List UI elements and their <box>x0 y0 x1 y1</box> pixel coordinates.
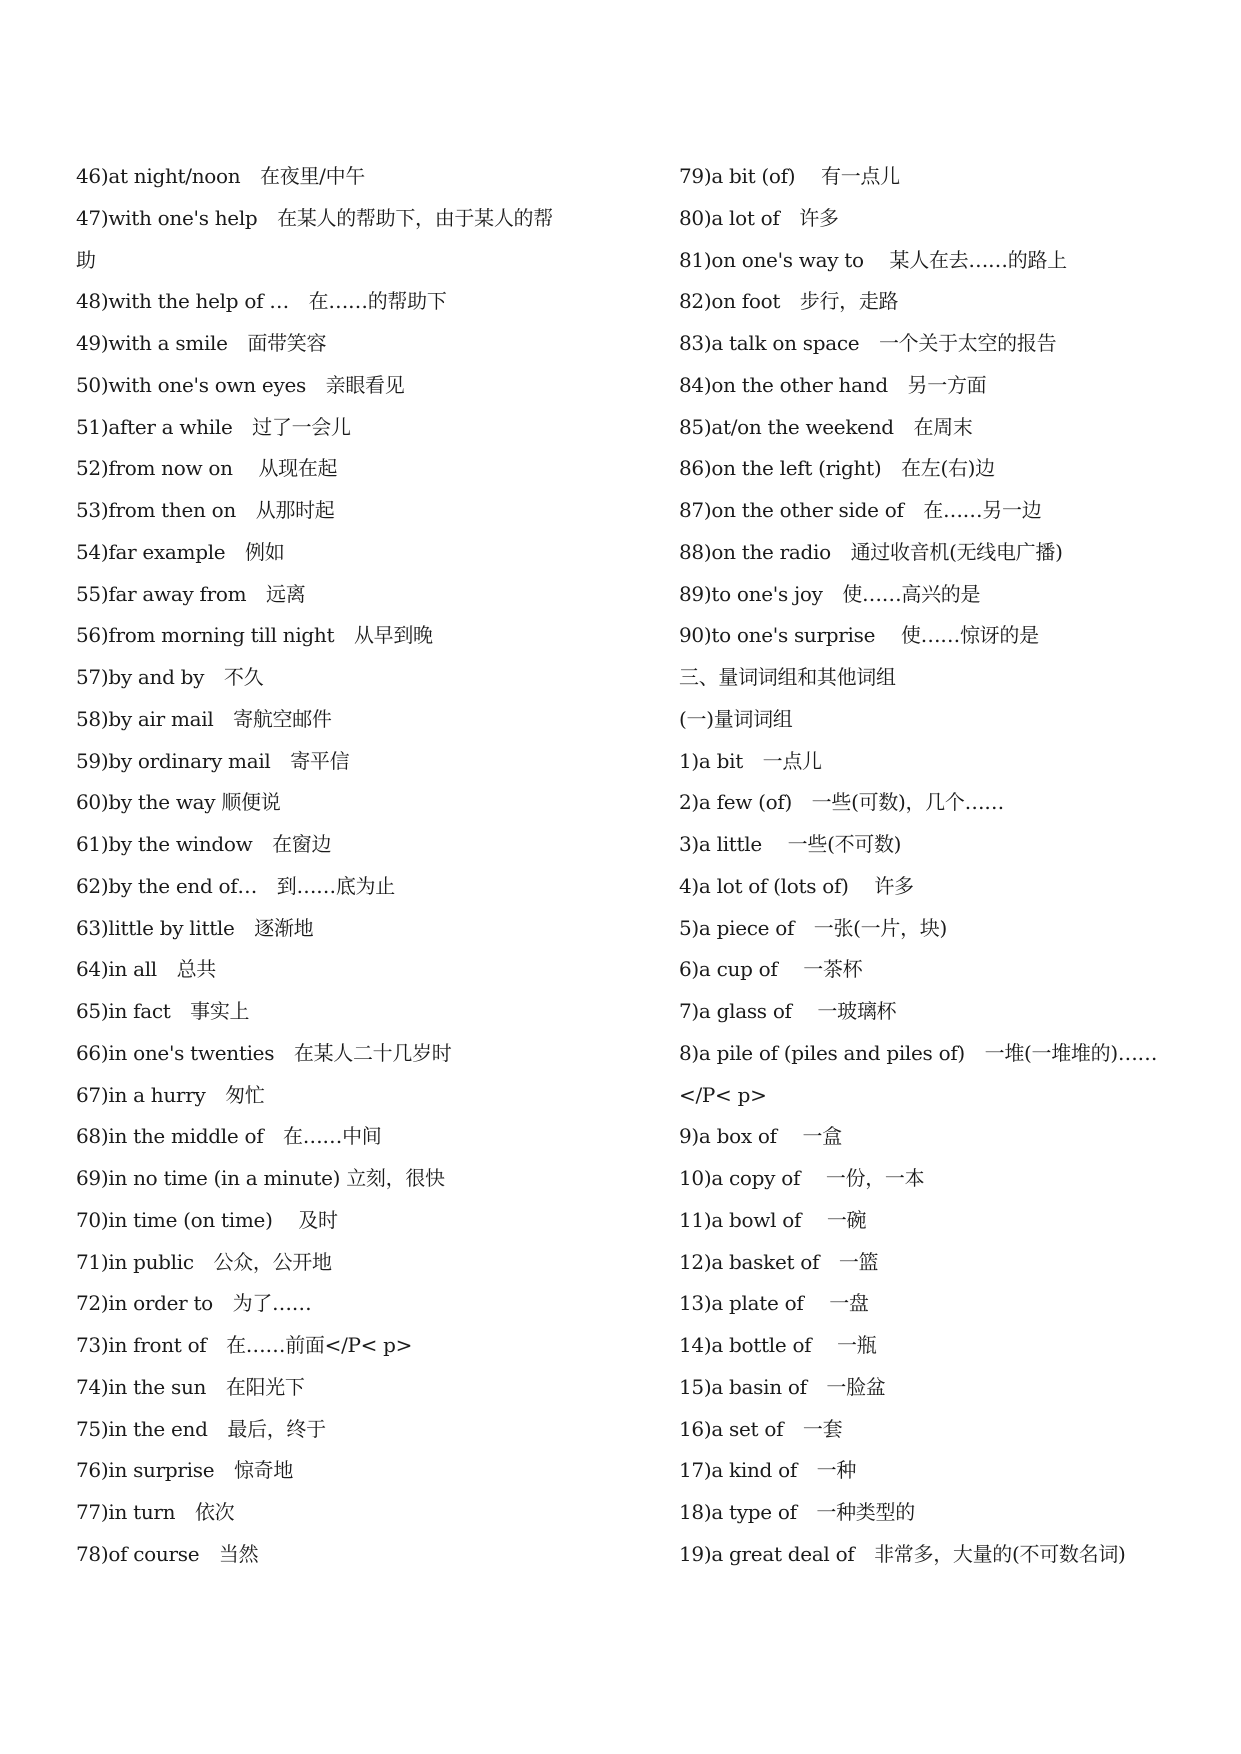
phrase-line: 54)far example 例如 <box>76 539 285 564</box>
phrase-line: 67)in a hurry 匆忙 <box>76 1082 265 1107</box>
phrase-line: 8)a pile of (piles and piles of) 一堆(一堆堆的)…… <box>679 1040 1158 1065</box>
phrase-line: 53)from then on 从那时起 <box>76 498 335 522</box>
right-column <box>679 156 1209 1576</box>
phrase-line: 15)a basin of 一脸盆 <box>679 1374 886 1399</box>
phrase-line: 74)in the sun 在阳光下 <box>76 1374 305 1399</box>
phrase-line: 4)a lot of (lots of) 许多 <box>679 873 914 898</box>
phrase-line: 75)in the end 最后，终于 <box>76 1416 326 1441</box>
phrase-line: 56)from morning till night 从早到晚 <box>76 623 433 648</box>
phrase-line: 84)on the other hand 另一方面 <box>679 372 987 397</box>
phrase-line: 63)little by little 逐渐地 <box>76 915 314 940</box>
phrase-line: 89)to one's joy 使……高兴的是 <box>679 581 981 606</box>
phrase-line: 77)in turn 依次 <box>76 1500 235 1524</box>
phrase-line: 72)in order to 为了…… <box>76 1291 312 1316</box>
phrase-line: 83)a talk on space 一个关于太空的报告 <box>679 331 1057 355</box>
phrase-line-continuation: </P< p> <box>679 1082 767 1107</box>
phrase-line: 79)a bit (of) 有一点儿 <box>679 164 900 188</box>
phrase-line: 68)in the middle of 在……中间 <box>76 1124 382 1149</box>
phrase-line: 5)a piece of 一张(一片，块) <box>679 915 947 940</box>
subsection-heading: (一)量词词组 <box>679 706 793 731</box>
phrase-line: 76)in surprise 惊奇地 <box>76 1458 294 1483</box>
phrase-line: 55)far away from 远离 <box>76 581 306 606</box>
phrase-line: 18)a type of 一种类型的 <box>679 1500 915 1524</box>
phrase-line: 78)of course 当然 <box>76 1541 259 1566</box>
left-column <box>76 156 606 1576</box>
phrase-line: 61)by the window 在窗边 <box>76 832 332 856</box>
phrase-line: 11)a bowl of 一碗 <box>679 1207 867 1232</box>
phrase-line: 57)by and by 不久 <box>76 665 264 689</box>
phrase-line: 70)in time (on time) 及时 <box>76 1207 338 1232</box>
phrase-line: 51)after a while 过了一会儿 <box>76 414 351 439</box>
phrase-line: 69)in no time (in a minute) 立刻，很快 <box>76 1166 445 1190</box>
phrase-line: 82)on foot 步行，走路 <box>679 289 899 314</box>
phrase-line: 71)in public 公众，公开地 <box>76 1249 332 1274</box>
phrase-line: 58)by air mail 寄航空邮件 <box>76 706 332 731</box>
phrase-line: 90)to one's surprise 使……惊讶的是 <box>679 623 1039 648</box>
phrase-line: 73)in front of 在……前面</P< p> <box>76 1333 413 1357</box>
phrase-line: 49)with a smile 面带笑容 <box>76 331 327 355</box>
phrase-line: 17)a kind of 一种 <box>679 1458 857 1483</box>
phrase-line: 88)on the radio 通过收音机(无线电广播) <box>679 539 1063 564</box>
phrase-line: 12)a basket of 一篮 <box>679 1249 879 1274</box>
phrase-line: 48)with the help of … 在……的帮助下 <box>76 289 447 314</box>
phrase-line: 59)by ordinary mail 寄平信 <box>76 748 350 773</box>
phrase-line: 60)by the way 顺便说 <box>76 790 281 815</box>
phrase-line: 7)a glass of 一玻璃杯 <box>679 999 897 1023</box>
phrase-line: 10)a copy of 一份，一本 <box>679 1166 925 1190</box>
phrase-line-continuation: 助 <box>76 247 96 272</box>
phrase-line: 16)a set of 一套 <box>679 1416 843 1441</box>
phrase-line: 86)on the left (right) 在左(右)边 <box>679 456 995 481</box>
phrase-line: 46)at night/noon 在夜里/中午 <box>76 164 365 188</box>
phrase-line: 85)at/on the weekend 在周末 <box>679 414 973 439</box>
phrase-line: 3)a little 一些(不可数) <box>679 832 902 856</box>
phrase-line: 9)a box of 一盒 <box>679 1124 842 1149</box>
phrase-line: 47)with one's help 在某人的帮助下，由于某人的帮 <box>76 205 553 230</box>
phrase-line: 64)in all 总共 <box>76 957 217 982</box>
phrase-line: 65)in fact 事实上 <box>76 999 250 1023</box>
phrase-line: 13)a plate of 一盘 <box>679 1291 869 1316</box>
phrase-line: 14)a bottle of 一瓶 <box>679 1333 877 1357</box>
phrase-line: 52)from now on 从现在起 <box>76 456 338 481</box>
phrase-line: 1)a bit 一点儿 <box>679 748 822 773</box>
phrase-line: 81)on one's way to 某人在去……的路上 <box>679 247 1067 272</box>
phrase-line: 6)a cup of 一茶杯 <box>679 957 863 982</box>
phrase-line: 66)in one's twenties 在某人二十几岁时 <box>76 1040 452 1065</box>
phrase-line: 87)on the other side of 在……另一边 <box>679 498 1042 522</box>
phrase-line: 80)a lot of 许多 <box>679 205 839 230</box>
section-heading: 三、量词词组和其他词组 <box>679 665 896 689</box>
phrase-line: 50)with one's own eyes 亲眼看见 <box>76 372 405 397</box>
phrase-line: 2)a few (of) 一些(可数)，几个…… <box>679 790 1004 815</box>
phrase-line: 62)by the end of… 到……底为止 <box>76 873 395 898</box>
phrase-line: 19)a great deal of 非常多，大量的(不可数名词) <box>679 1541 1126 1566</box>
